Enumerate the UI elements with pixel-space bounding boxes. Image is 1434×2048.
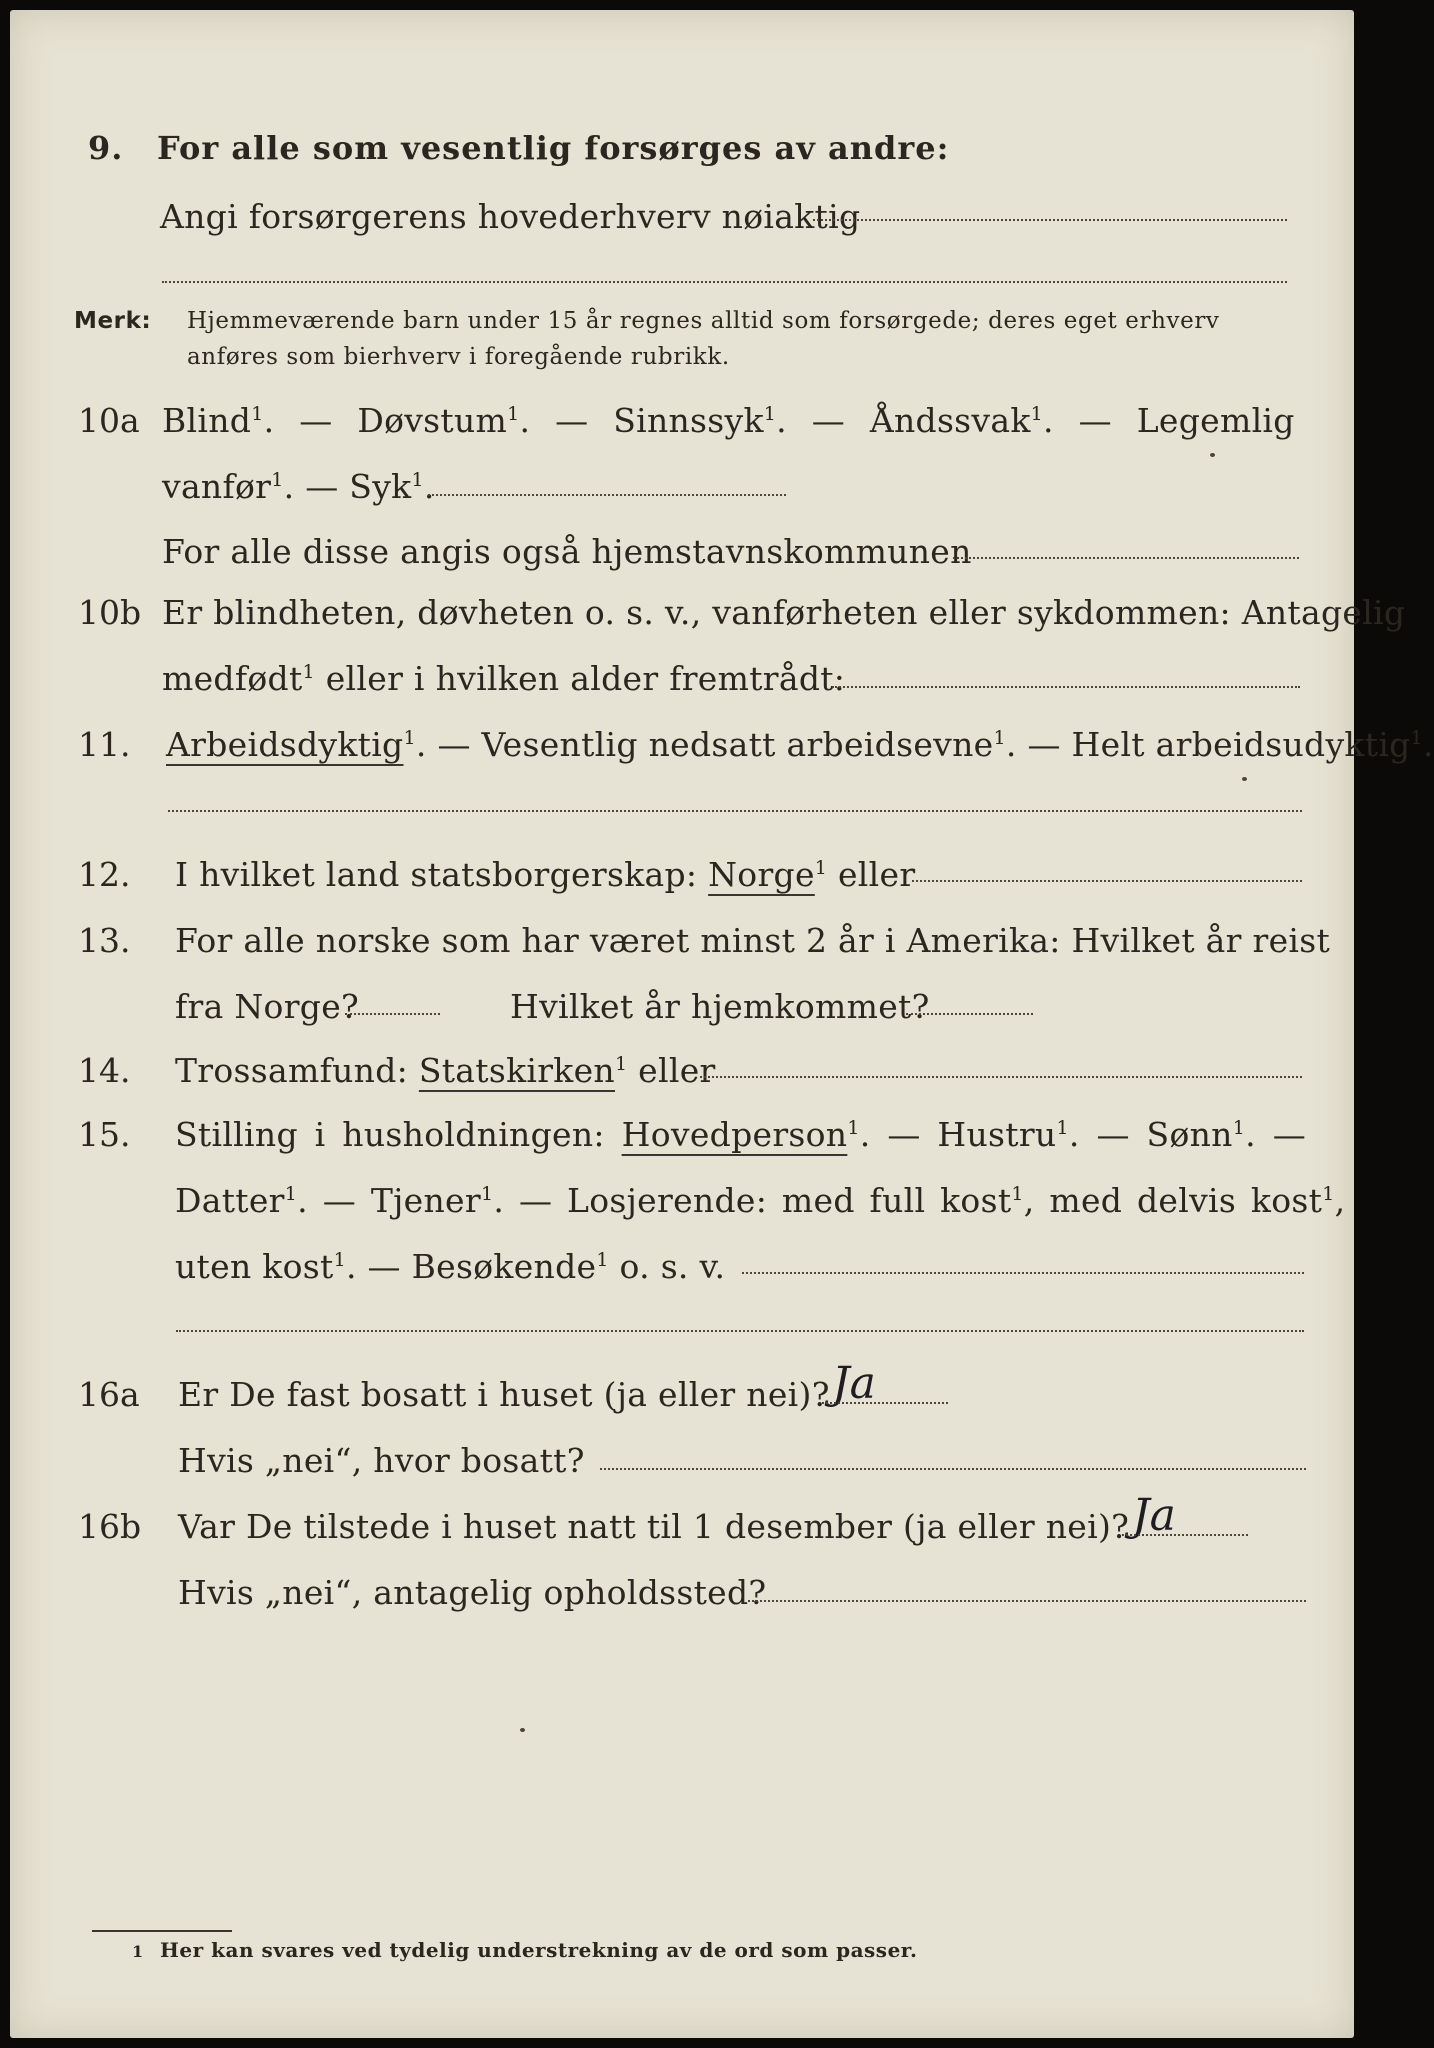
merk-label: Merk: bbox=[74, 308, 152, 334]
q15-line-1: Stilling i husholdningen: Hovedperson$^1$. — Hustru$^1$. — Sønn$^1$. — bbox=[175, 1115, 1307, 1154]
q13-fra-norge: fra Norge? bbox=[175, 987, 360, 1026]
q11-answer-line[interactable] bbox=[168, 810, 1302, 812]
q16b-opholdssted-answer-line[interactable] bbox=[748, 1600, 1306, 1602]
paper-speck bbox=[1210, 453, 1215, 457]
q14-statskirken-underlined: Statskirken bbox=[418, 1051, 615, 1090]
q12-answer-line[interactable] bbox=[912, 880, 1302, 882]
q9-line: Angi forsørgerens hovederhverv nøiaktig bbox=[160, 197, 861, 236]
q10a-hjemstavn: For alle disse angis også hjemstavnskommunen bbox=[162, 532, 972, 571]
q12-number: 12. bbox=[78, 855, 131, 894]
q16a-bosatt-answer-line[interactable] bbox=[600, 1468, 1306, 1470]
q10a-line-1: Blind$^1$. — Døvstum$^1$. — Sinnssyk$^1$. — Åndssvak$^1$. — Legemlig bbox=[162, 401, 1295, 440]
q15-answer-line-2[interactable] bbox=[176, 1330, 1304, 1332]
q12-line: I hvilket land statsborgerskap: Norge$^1$ eller bbox=[175, 855, 916, 894]
q10a-number: 10a bbox=[78, 401, 140, 440]
q16a-handwritten-answer[interactable]: Ja bbox=[832, 1358, 876, 1409]
q9-answer-line[interactable] bbox=[813, 219, 1287, 221]
q10a-syk-answer-line[interactable] bbox=[428, 494, 786, 496]
q9-heading: For alle som vesentlig forsørges av andre: bbox=[157, 129, 950, 167]
q15-answer-line[interactable] bbox=[742, 1272, 1304, 1274]
q9-number: 9. bbox=[88, 129, 124, 167]
footnote-marker: 1 bbox=[132, 1942, 144, 1961]
q10b-number: 10b bbox=[78, 593, 142, 632]
q16a-number: 16a bbox=[78, 1375, 140, 1414]
q12-norge-underlined: Norge bbox=[708, 855, 815, 894]
q15-hovedperson-underlined: Hovedperson bbox=[621, 1115, 848, 1154]
q10a-line-2: vanfør$^1$. — Syk$^1$. bbox=[162, 467, 435, 506]
q9-answer-line-2[interactable] bbox=[162, 281, 1287, 283]
merk-line-2: anføres som bierhverv i foregående rubrikk. bbox=[187, 344, 730, 370]
q16a-question: Er De fast bosatt i huset (ja eller nei)? bbox=[178, 1375, 830, 1414]
q14-line: Trossamfund: Statskirken$^1$ eller bbox=[175, 1051, 716, 1090]
q13-fra-answer-line[interactable] bbox=[345, 1013, 440, 1015]
census-form-page bbox=[10, 10, 1434, 2038]
q15-number: 15. bbox=[78, 1115, 131, 1154]
q11-line: Arbeidsdyktig$^1$. — Vesentlig nedsatt arbeidsevne$^1$. — Helt arbeidsudyktig$^1$. bbox=[166, 725, 1434, 764]
q16b-handwritten-answer[interactable]: Ja bbox=[1132, 1490, 1176, 1541]
q10b-answer-line[interactable] bbox=[832, 686, 1300, 688]
merk-line-1: Hjemmeværende barn under 15 år regnes alltid som forsørgede; deres eget erhverv bbox=[187, 308, 1220, 334]
q14-answer-line[interactable] bbox=[700, 1076, 1302, 1078]
q16b-hvis-nei: Hvis „nei“, antagelig opholdssted? bbox=[178, 1573, 767, 1612]
q13-hjemkommet: Hvilket år hjemkommet? bbox=[510, 987, 930, 1026]
paper-speck bbox=[520, 1728, 525, 1732]
q13-hjem-answer-line[interactable] bbox=[906, 1013, 1033, 1015]
q16a-hvis-nei: Hvis „nei“, hvor bosatt? bbox=[178, 1441, 585, 1480]
q15-line-2: Datter$^1$. — Tjener$^1$. — Losjerende: med full kost$^1$, med delvis kost$^1$, bbox=[175, 1181, 1346, 1220]
q11-arbeidsdyktig-underlined: Arbeidsdyktig bbox=[166, 725, 404, 764]
q15-line-3: uten kost$^1$. — Besøkende$^1$ o. s. v. bbox=[175, 1247, 726, 1286]
paper-speck bbox=[1242, 777, 1247, 781]
q16b-question: Var De tilstede i huset natt til 1 desember (ja eller nei)? bbox=[178, 1507, 1130, 1546]
q11-number: 11. bbox=[78, 725, 131, 764]
q13-line-1: For alle norske som har været minst 2 år i Amerika: Hvilket år reist bbox=[175, 921, 1331, 960]
q10a-hjemstavn-answer-line[interactable] bbox=[953, 557, 1299, 559]
q14-number: 14. bbox=[78, 1051, 131, 1090]
q16a-answer-line[interactable] bbox=[822, 1402, 948, 1404]
q10b-line-1: Er blindheten, døvheten o. s. v., vanførheten eller sykdommen: Antagelig bbox=[162, 593, 1406, 632]
q16b-answer-line[interactable] bbox=[1122, 1534, 1248, 1536]
q16b-number: 16b bbox=[78, 1507, 142, 1546]
q10b-line-2: medfødt$^1$ eller i hvilken alder fremtrådt: bbox=[162, 659, 846, 698]
q13-number: 13. bbox=[78, 921, 131, 960]
footnote-rule bbox=[92, 1930, 232, 1932]
footnote-text: Her kan svares ved tydelig understrekning av de ord som passer. bbox=[160, 1938, 918, 1962]
